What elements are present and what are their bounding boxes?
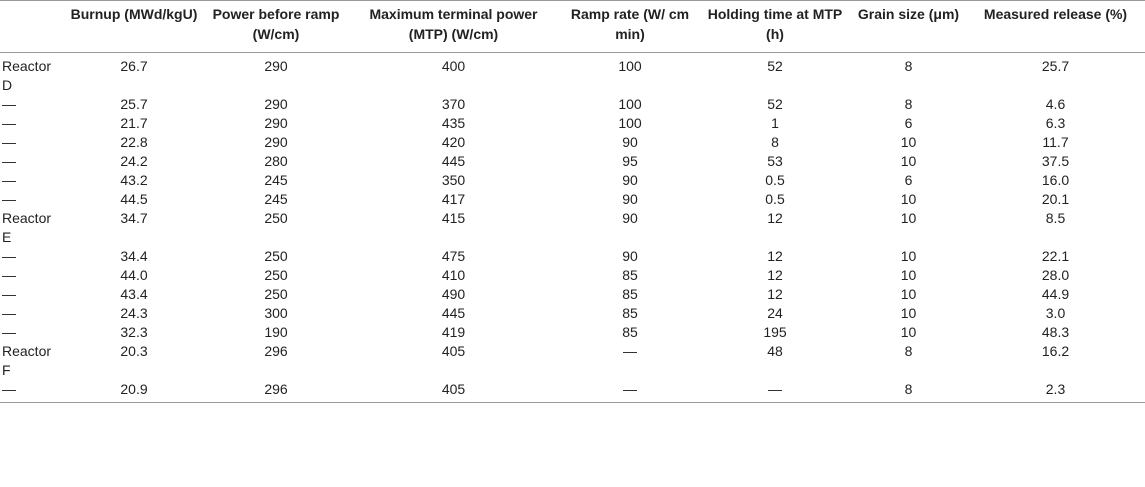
table-cell: 0.5 (765, 191, 785, 207)
row-label: — (2, 96, 16, 112)
row-label: Reactor E (2, 210, 52, 245)
table-cell: 400 (441, 58, 466, 74)
table-cell: 12 (767, 267, 783, 283)
table-cell: 85 (622, 305, 638, 321)
table-cell: 20.1 (1041, 191, 1070, 207)
row-label: Reactor F (2, 343, 52, 378)
table-cell: 32.3 (120, 324, 148, 340)
table-header (0, 1, 1145, 53)
table-cell: 24.2 (120, 153, 148, 169)
table-cell: 10 (900, 153, 917, 169)
table-cell: 12 (767, 286, 783, 302)
table-cell: 250 (264, 248, 288, 264)
table-row (0, 209, 1145, 247)
table-cell: 8 (904, 343, 913, 359)
column-header: Burnup (MWd/kgU) (70, 6, 198, 22)
table-cell: 6 (904, 115, 913, 131)
table-cell: 90 (622, 172, 638, 188)
table-cell: 100 (618, 115, 642, 131)
table-cell: 8 (904, 58, 913, 74)
table-cell: 44.0 (120, 267, 148, 283)
table-cell: 44.5 (120, 191, 148, 207)
table-cell: 25.7 (1041, 58, 1070, 74)
row-label: — (2, 172, 16, 188)
table-cell: 420 (441, 134, 466, 150)
table-row (0, 342, 1145, 380)
row-label: — (2, 153, 16, 169)
table-cell: 475 (441, 248, 466, 264)
table-cell: 22.1 (1041, 248, 1070, 264)
table-cell: 52 (767, 58, 783, 74)
table-cell: 290 (264, 115, 288, 131)
table-cell: 24 (767, 305, 783, 321)
table-cell: 10 (900, 286, 917, 302)
table-cell: 16.0 (1041, 172, 1070, 188)
table-cell: 290 (264, 58, 288, 74)
table-cell: 245 (264, 172, 288, 188)
table-cell: 250 (264, 286, 288, 302)
table-cell: 85 (622, 286, 638, 302)
row-label: — (2, 381, 16, 397)
table-cell: 34.4 (120, 248, 148, 264)
table-cell: 43.4 (120, 286, 148, 302)
table-cell: 250 (264, 210, 288, 226)
table-cell: 3.0 (1045, 305, 1066, 321)
table-cell: 350 (441, 172, 466, 188)
table-cell: 8 (771, 134, 779, 150)
table-cell: 26.7 (120, 58, 148, 74)
table-cell: 296 (264, 381, 288, 397)
table-cell: 10 (900, 324, 917, 340)
table-cell: 419 (441, 324, 466, 340)
column-header: Holding time at MTP (h) (707, 6, 843, 42)
table-cell: 417 (441, 191, 466, 207)
table-cell: 28.0 (1041, 267, 1070, 283)
table-row (0, 380, 1145, 403)
table-cell: 8 (904, 381, 913, 397)
row-label: — (2, 248, 16, 264)
table-cell: 280 (264, 153, 288, 169)
table-cell: 85 (622, 324, 638, 340)
table-cell: 435 (441, 115, 466, 131)
table-cell: 2.3 (1045, 381, 1066, 397)
table-cell: 290 (264, 96, 288, 112)
table-cell: 4.6 (1045, 96, 1066, 112)
table-row (0, 266, 1145, 285)
table-row (0, 53, 1145, 96)
table-row (0, 190, 1145, 209)
table-row (0, 171, 1145, 190)
table-cell: 190 (264, 324, 288, 340)
row-label: — (2, 134, 16, 150)
table-cell: 34.7 (120, 210, 148, 226)
table-cell: 296 (264, 343, 288, 359)
table-cell: 445 (441, 305, 466, 321)
table-cell: 415 (441, 210, 466, 226)
table-cell: 48.3 (1041, 324, 1070, 340)
table-cell: 0.5 (765, 172, 785, 188)
table-cell: — (623, 381, 637, 397)
table-cell: 6 (904, 172, 913, 188)
table-cell: 10 (900, 267, 917, 283)
table-cell: 100 (618, 58, 642, 74)
table-cell: — (623, 343, 637, 359)
table-cell: — (768, 381, 782, 397)
table-cell: 10 (900, 134, 917, 150)
table-cell: 37.5 (1041, 153, 1070, 169)
row-label: — (2, 191, 16, 207)
table-cell: 6.3 (1045, 115, 1066, 131)
table-cell: 8 (904, 96, 913, 112)
table-cell: 90 (622, 134, 638, 150)
table-cell: 405 (441, 343, 466, 359)
row-label: — (2, 324, 16, 340)
table-cell: 90 (622, 191, 638, 207)
table-row (0, 152, 1145, 171)
column-header (0, 1, 62, 53)
column-header: Maximum terminal power (MTP) (W/cm) (369, 6, 538, 42)
table-cell: 90 (622, 210, 638, 226)
table-cell: 410 (441, 267, 466, 283)
table-cell: 20.9 (120, 381, 148, 397)
table-cell: 195 (763, 324, 787, 340)
table-row (0, 95, 1145, 114)
column-header: Grain size (μm) (857, 6, 960, 22)
column-header: Measured release (%) (983, 6, 1128, 22)
table-row (0, 133, 1145, 152)
table-cell: 8.5 (1045, 210, 1066, 226)
table-row (0, 304, 1145, 323)
table-cell: 48 (767, 343, 783, 359)
table-body (0, 53, 1145, 403)
table-row (0, 114, 1145, 133)
table-cell: 25.7 (120, 96, 148, 112)
row-label: — (2, 115, 16, 131)
table-cell: 24.3 (120, 305, 148, 321)
table-cell: 405 (441, 381, 466, 397)
table-cell: 370 (441, 96, 466, 112)
table-cell: 16.2 (1041, 343, 1070, 359)
table-cell: 290 (264, 134, 288, 150)
table-row (0, 285, 1145, 304)
table-cell: 20.3 (120, 343, 148, 359)
row-label: — (2, 286, 16, 302)
table-cell: 250 (264, 267, 288, 283)
table-row (0, 323, 1145, 342)
table-cell: 85 (622, 267, 638, 283)
table-cell: 10 (900, 305, 917, 321)
table-cell: 10 (900, 248, 917, 264)
table-cell: 53 (767, 153, 783, 169)
row-label: — (2, 305, 16, 321)
table-cell: 43.2 (120, 172, 148, 188)
table-cell: 100 (618, 96, 642, 112)
table-cell: 10 (900, 210, 917, 226)
table-cell: 12 (767, 248, 783, 264)
table-cell: 22.8 (120, 134, 148, 150)
table-cell: 245 (264, 191, 288, 207)
table-cell: 12 (767, 210, 783, 226)
table-cell: 21.7 (120, 115, 148, 131)
header-row (0, 1, 1145, 53)
column-header: Ramp rate (W/ cm min) (570, 6, 690, 42)
table-cell: 300 (264, 305, 288, 321)
table-cell: 52 (767, 96, 783, 112)
row-label: Reactor D (2, 58, 52, 93)
table-cell: 490 (441, 286, 466, 302)
table-cell: 1 (771, 115, 779, 131)
table-cell: 90 (622, 248, 638, 264)
table-cell: 44.9 (1041, 286, 1070, 302)
table-cell: 11.7 (1042, 134, 1069, 150)
table-cell: 95 (622, 153, 638, 169)
table-cell: 445 (441, 153, 466, 169)
table-cell: 10 (900, 191, 917, 207)
table-row (0, 247, 1145, 266)
column-header: Power before ramp (W/cm) (212, 6, 340, 42)
row-label: — (2, 267, 16, 283)
